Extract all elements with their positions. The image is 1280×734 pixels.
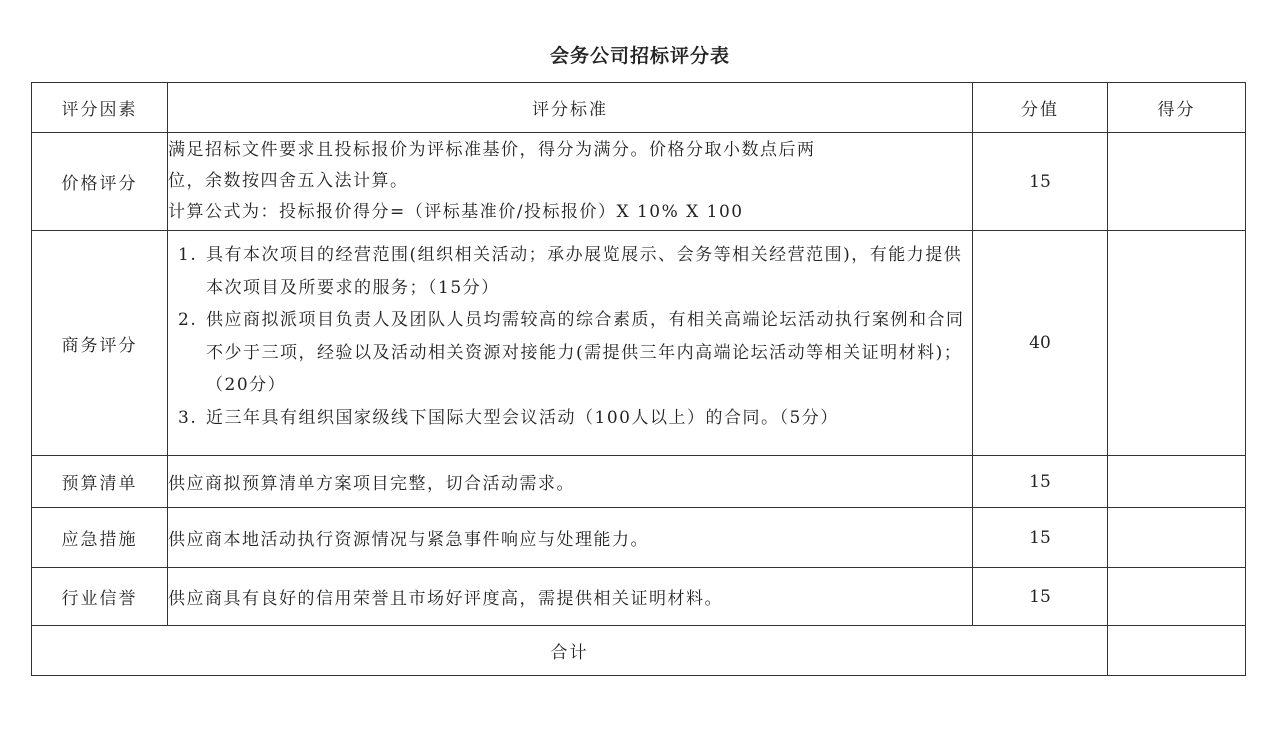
header-points: 分值 (973, 83, 1108, 133)
points-cell: 15 (973, 568, 1108, 626)
factor-cell: 预算清单 (32, 456, 168, 508)
row-budget-list (32, 456, 1246, 508)
criteria-cell: 供应商拟预算清单方案项目完整，切合活动需求。 (168, 456, 973, 508)
row-emergency-measures (32, 508, 1246, 568)
header-score: 得分 (1108, 83, 1246, 133)
item-number: 3. (178, 407, 198, 428)
row-business-score (32, 231, 1246, 456)
criteria-cell: 供应商本地活动执行资源情况与紧急事件响应与处理能力。 (168, 508, 973, 568)
table-header-row (32, 83, 1246, 133)
item-text: 供应商拟派项目负责人及团队人员均需较高的综合素质，有相关高端论坛活动执行案例和合同不少于三项，经验以及活动相关资源对接能力(需提供三年内高端论坛活动等相关证明材料)；（20分） (206, 310, 965, 395)
item-number: 1. (178, 245, 198, 265)
criteria-cell (168, 133, 973, 231)
points-cell: 40 (973, 231, 1108, 456)
item-number: 2. (178, 310, 198, 330)
header-criteria: 评分标准 (168, 83, 973, 133)
header-factor: 评分因素 (32, 83, 168, 133)
factor-cell: 价格评分 (32, 133, 168, 231)
total-label: 合计 (32, 626, 1108, 676)
total-score-cell[interactable] (1108, 626, 1246, 676)
row-industry-reputation (32, 568, 1246, 626)
criteria-line: 计算公式为：投标报价得分=（评标基准价/投标报价）X 10% X 100 (168, 202, 744, 222)
list-item (178, 304, 966, 402)
score-cell[interactable] (1108, 231, 1246, 456)
criteria-list (168, 236, 972, 450)
item-text: 具有本次项目的经营范围(组织相关活动；承办展览展示、会务等相关经营范围)，有能力提供本次项目及所要求的服务；（15分） (206, 245, 963, 298)
scoring-table (31, 82, 1246, 676)
score-cell[interactable] (1108, 508, 1246, 568)
row-total (32, 626, 1246, 676)
score-cell[interactable] (1108, 456, 1246, 508)
points-cell: 15 (973, 133, 1108, 231)
criteria-line: 满足招标文件要求且投标报价为评标准基价，得分为满分。价格分取小数点后两 (168, 140, 816, 160)
criteria-cell (168, 231, 973, 456)
score-cell[interactable] (1108, 568, 1246, 626)
score-cell[interactable] (1108, 133, 1246, 231)
factor-cell: 应急措施 (32, 508, 168, 568)
points-cell: 15 (973, 456, 1108, 508)
criteria-line: 位，余数按四舍五入法计算。 (168, 171, 409, 191)
factor-cell: 行业信誉 (32, 568, 168, 626)
points-cell: 15 (973, 508, 1108, 568)
row-price-score (32, 133, 1246, 231)
item-text: 近三年具有组织国家级线下国际大型会议活动（100人以上）的合同。（5分） (206, 407, 839, 428)
list-item (178, 239, 966, 304)
factor-cell: 商务评分 (32, 231, 168, 456)
criteria-cell: 供应商具有良好的信用荣誉且市场好评度高，需提供相关证明材料。 (168, 568, 973, 626)
page-title: 会务公司招标评分表 (549, 45, 730, 67)
list-item (178, 402, 966, 435)
